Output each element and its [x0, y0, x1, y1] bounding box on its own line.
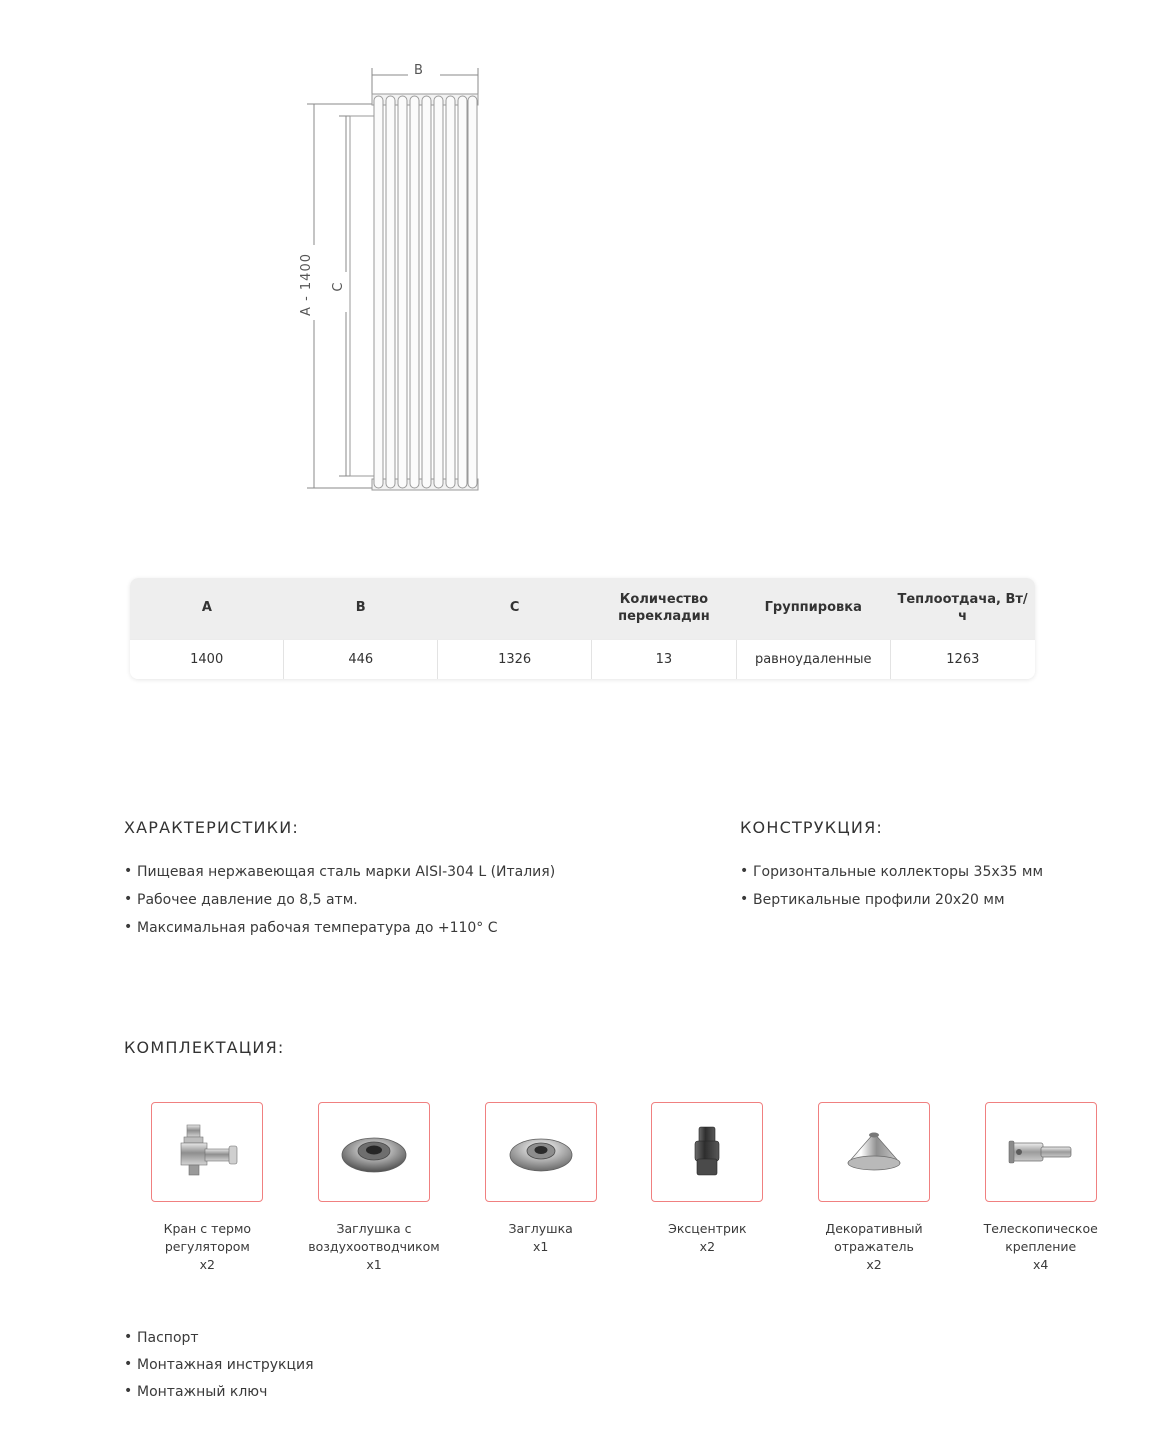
construction-list: [740, 863, 1140, 910]
kit-item: [624, 1102, 791, 1274]
kit-item-name: Телескопическое крепление: [983, 1221, 1098, 1255]
spec-table-container: [130, 578, 1035, 679]
table-header-a: A: [130, 578, 284, 640]
kit-thumb-reflector: [818, 1102, 930, 1202]
telescopic-mount-icon: [993, 1113, 1089, 1191]
decorative-reflector-icon: [826, 1113, 922, 1191]
cell-b: 446: [284, 640, 438, 679]
list-item: • Горизонтальные коллекторы 35х35 мм: [740, 863, 1140, 882]
kit-items-row: [124, 1102, 1124, 1274]
kit-thumb-plug: [485, 1102, 597, 1202]
plug-air-vent-icon: [326, 1113, 422, 1191]
construction-title: КОНСТРУКЦИЯ:: [740, 818, 883, 837]
kit-thumb-eccentric: [651, 1102, 763, 1202]
kit-item-name: Эксцентрик: [668, 1221, 747, 1236]
table-row: [130, 640, 1035, 679]
cell-a: 1400: [130, 640, 284, 679]
dimension-label-a: A - 1400: [299, 253, 314, 316]
kit-item-qty: х1: [366, 1257, 382, 1273]
cell-grouping: равноудаленные: [736, 640, 890, 679]
table-header-count: Количество перекладин: [592, 578, 737, 640]
radiator-schematic-svg: [0, 0, 1162, 540]
characteristics-title: ХАРАКТЕРИСТИКИ:: [124, 818, 299, 837]
documents-list: [124, 1330, 314, 1400]
product-drawing: [0, 0, 1162, 540]
kit-item-qty: х1: [533, 1239, 549, 1255]
kit-thumb-valve: [151, 1102, 263, 1202]
kit-item: [124, 1102, 291, 1274]
list-item: • Пищевая нержавеющая сталь марки AISI-304 L (Италия): [124, 863, 744, 882]
kit-item-qty: х2: [866, 1257, 882, 1273]
kit-section: [124, 1038, 1124, 1274]
cell-heat-output: 1263: [890, 640, 1035, 679]
cell-c: 1326: [438, 640, 592, 679]
kit-item: [291, 1102, 458, 1274]
list-item: • Рабочее давление до 8,5 атм.: [124, 891, 744, 910]
valve-thermostat-icon: [159, 1113, 255, 1191]
list-item: • Паспорт: [124, 1330, 314, 1346]
documents-section: [124, 1330, 314, 1411]
table-header-b: B: [284, 578, 438, 640]
kit-thumb-plug-vent: [318, 1102, 430, 1202]
table-header-heat-output: Теплоотдача, Вт/ч: [890, 578, 1035, 640]
kit-item: [791, 1102, 958, 1274]
table-header-c: C: [438, 578, 592, 640]
kit-item-qty: х2: [199, 1257, 216, 1273]
list-item: • Максимальная рабочая температура до +110° С: [124, 919, 744, 938]
plug-icon: [493, 1113, 589, 1191]
list-item: • Монтажная инструкция: [124, 1357, 314, 1373]
dimension-label-b: B: [414, 63, 424, 78]
kit-item-name: Кран с термо регулятором: [163, 1221, 252, 1255]
table-header-grouping: Группировка: [736, 578, 890, 640]
characteristics-section: [124, 818, 744, 947]
characteristics-list: [124, 863, 744, 938]
construction-section: [740, 818, 1140, 919]
cell-count: 13: [592, 640, 737, 679]
spec-table: [130, 578, 1035, 679]
kit-item-name: Заглушка: [508, 1221, 573, 1236]
kit-item: [457, 1102, 624, 1274]
kit-item-name: Декоративный отражатель: [825, 1221, 923, 1255]
list-item: • Вертикальные профили 20х20 мм: [740, 891, 1140, 910]
kit-item-name: Заглушка с воздухоотводчиком: [308, 1221, 440, 1255]
kit-item-qty: х2: [699, 1239, 716, 1255]
kit-thumb-telescopic-mount: [985, 1102, 1097, 1202]
kit-title: КОМПЛЕКТАЦИЯ:: [124, 1038, 285, 1057]
kit-item: [957, 1102, 1124, 1274]
kit-item-qty: х4: [1033, 1257, 1049, 1273]
eccentric-icon: [659, 1113, 755, 1191]
table-header-row: [130, 578, 1035, 640]
dimension-label-c: C: [331, 282, 346, 292]
list-item: • Монтажный ключ: [124, 1384, 314, 1400]
